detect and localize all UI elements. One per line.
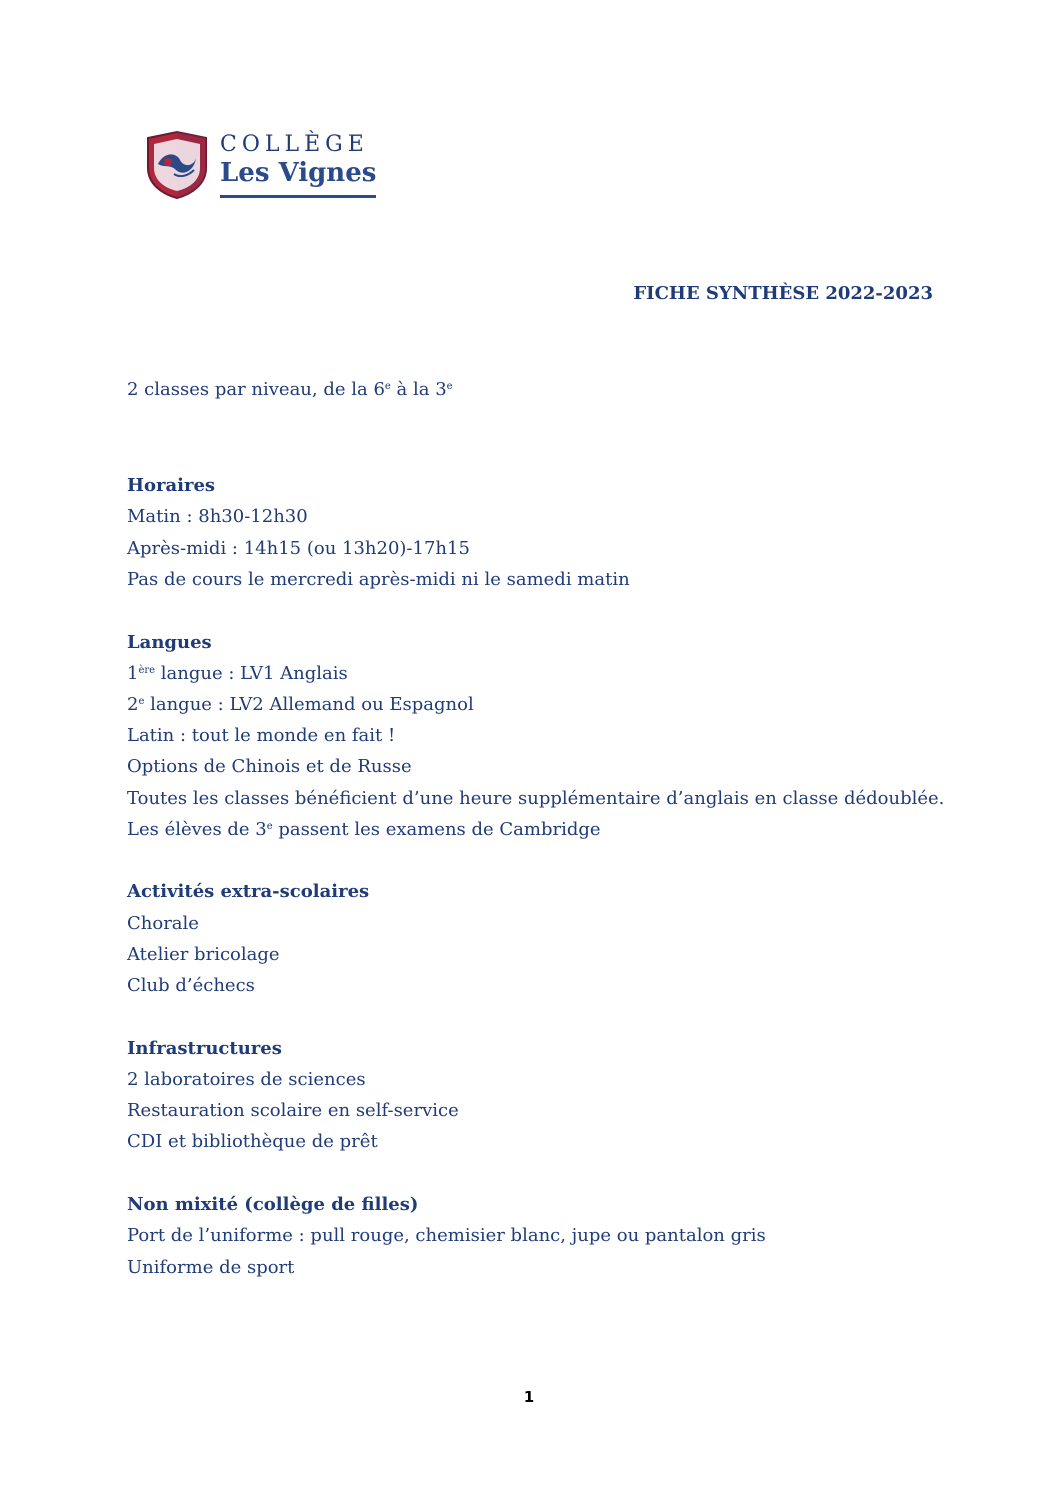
intro-line xyxy=(127,379,453,401)
infrastructures-item: Restauration scolaire en self-service xyxy=(127,1100,459,1121)
langues-item: Latin : tout le monde en fait ! xyxy=(127,725,396,746)
langues-item xyxy=(127,663,348,685)
langues-item-sup: e xyxy=(138,696,145,707)
logo-line-college: COLLÈGE xyxy=(220,132,369,157)
logo-line-name: Les Vignes xyxy=(220,158,377,188)
logo-underline xyxy=(220,195,376,198)
activites-item: Club d’échecs xyxy=(127,975,255,996)
intro-text-middle: à la 3 xyxy=(390,379,447,400)
horaires-item: Pas de cours le mercredi après-midi ni le samedi matin xyxy=(127,569,630,590)
langues-item-text: langue : LV2 Allemand ou Espagnol xyxy=(144,694,474,715)
infrastructures-item: CDI et bibliothèque de prêt xyxy=(127,1131,378,1152)
langues-item-text: langue : LV1 Anglais xyxy=(155,663,348,684)
section-heading-non-mixite: Non mixité (collège de filles) xyxy=(127,1194,419,1215)
langues-item-sup: e xyxy=(266,821,273,832)
langues-item-prefix: Les élèves de 3 xyxy=(127,819,267,840)
langues-item-sup: ère xyxy=(138,665,156,676)
langues-item-num: 2 xyxy=(127,694,139,715)
langues-item: Toutes les classes bénéficient d’une heure supplémentaire d’anglais en classe dédoublée. xyxy=(127,788,945,809)
langues-item-num: 1 xyxy=(127,663,139,684)
intro-sup-1: e xyxy=(384,381,391,392)
college-logo xyxy=(144,130,384,205)
activites-item: Chorale xyxy=(127,913,199,934)
horaires-item: Après-midi : 14h15 (ou 13h20)-17h15 xyxy=(127,538,470,559)
section-heading-activites: Activités extra-scolaires xyxy=(127,881,370,902)
non-mixite-item: Port de l’uniforme : pull rouge, chemisier blanc, jupe ou pantalon gris xyxy=(127,1225,766,1246)
page-number: 1 xyxy=(523,1388,535,1406)
activites-item: Atelier bricolage xyxy=(127,944,280,965)
horaires-item: Matin : 8h30-12h30 xyxy=(127,506,308,527)
langues-item xyxy=(127,819,601,841)
section-heading-langues: Langues xyxy=(127,632,212,653)
section-heading-horaires: Horaires xyxy=(127,475,216,496)
school-crest-icon xyxy=(144,130,210,200)
langues-item-suffix: passent les examens de Cambridge xyxy=(272,819,601,840)
langues-item xyxy=(127,694,474,716)
langues-item: Options de Chinois et de Russe xyxy=(127,756,412,777)
intro-text-prefix: 2 classes par niveau, de la 6 xyxy=(127,379,385,400)
infrastructures-item: 2 laboratoires de sciences xyxy=(127,1069,366,1090)
intro-sup-2: e xyxy=(446,381,453,392)
section-heading-infrastructures: Infrastructures xyxy=(127,1038,282,1059)
document-title: FICHE SYNTHÈSE 2022-2023 xyxy=(633,283,933,304)
non-mixite-item: Uniforme de sport xyxy=(127,1257,295,1278)
